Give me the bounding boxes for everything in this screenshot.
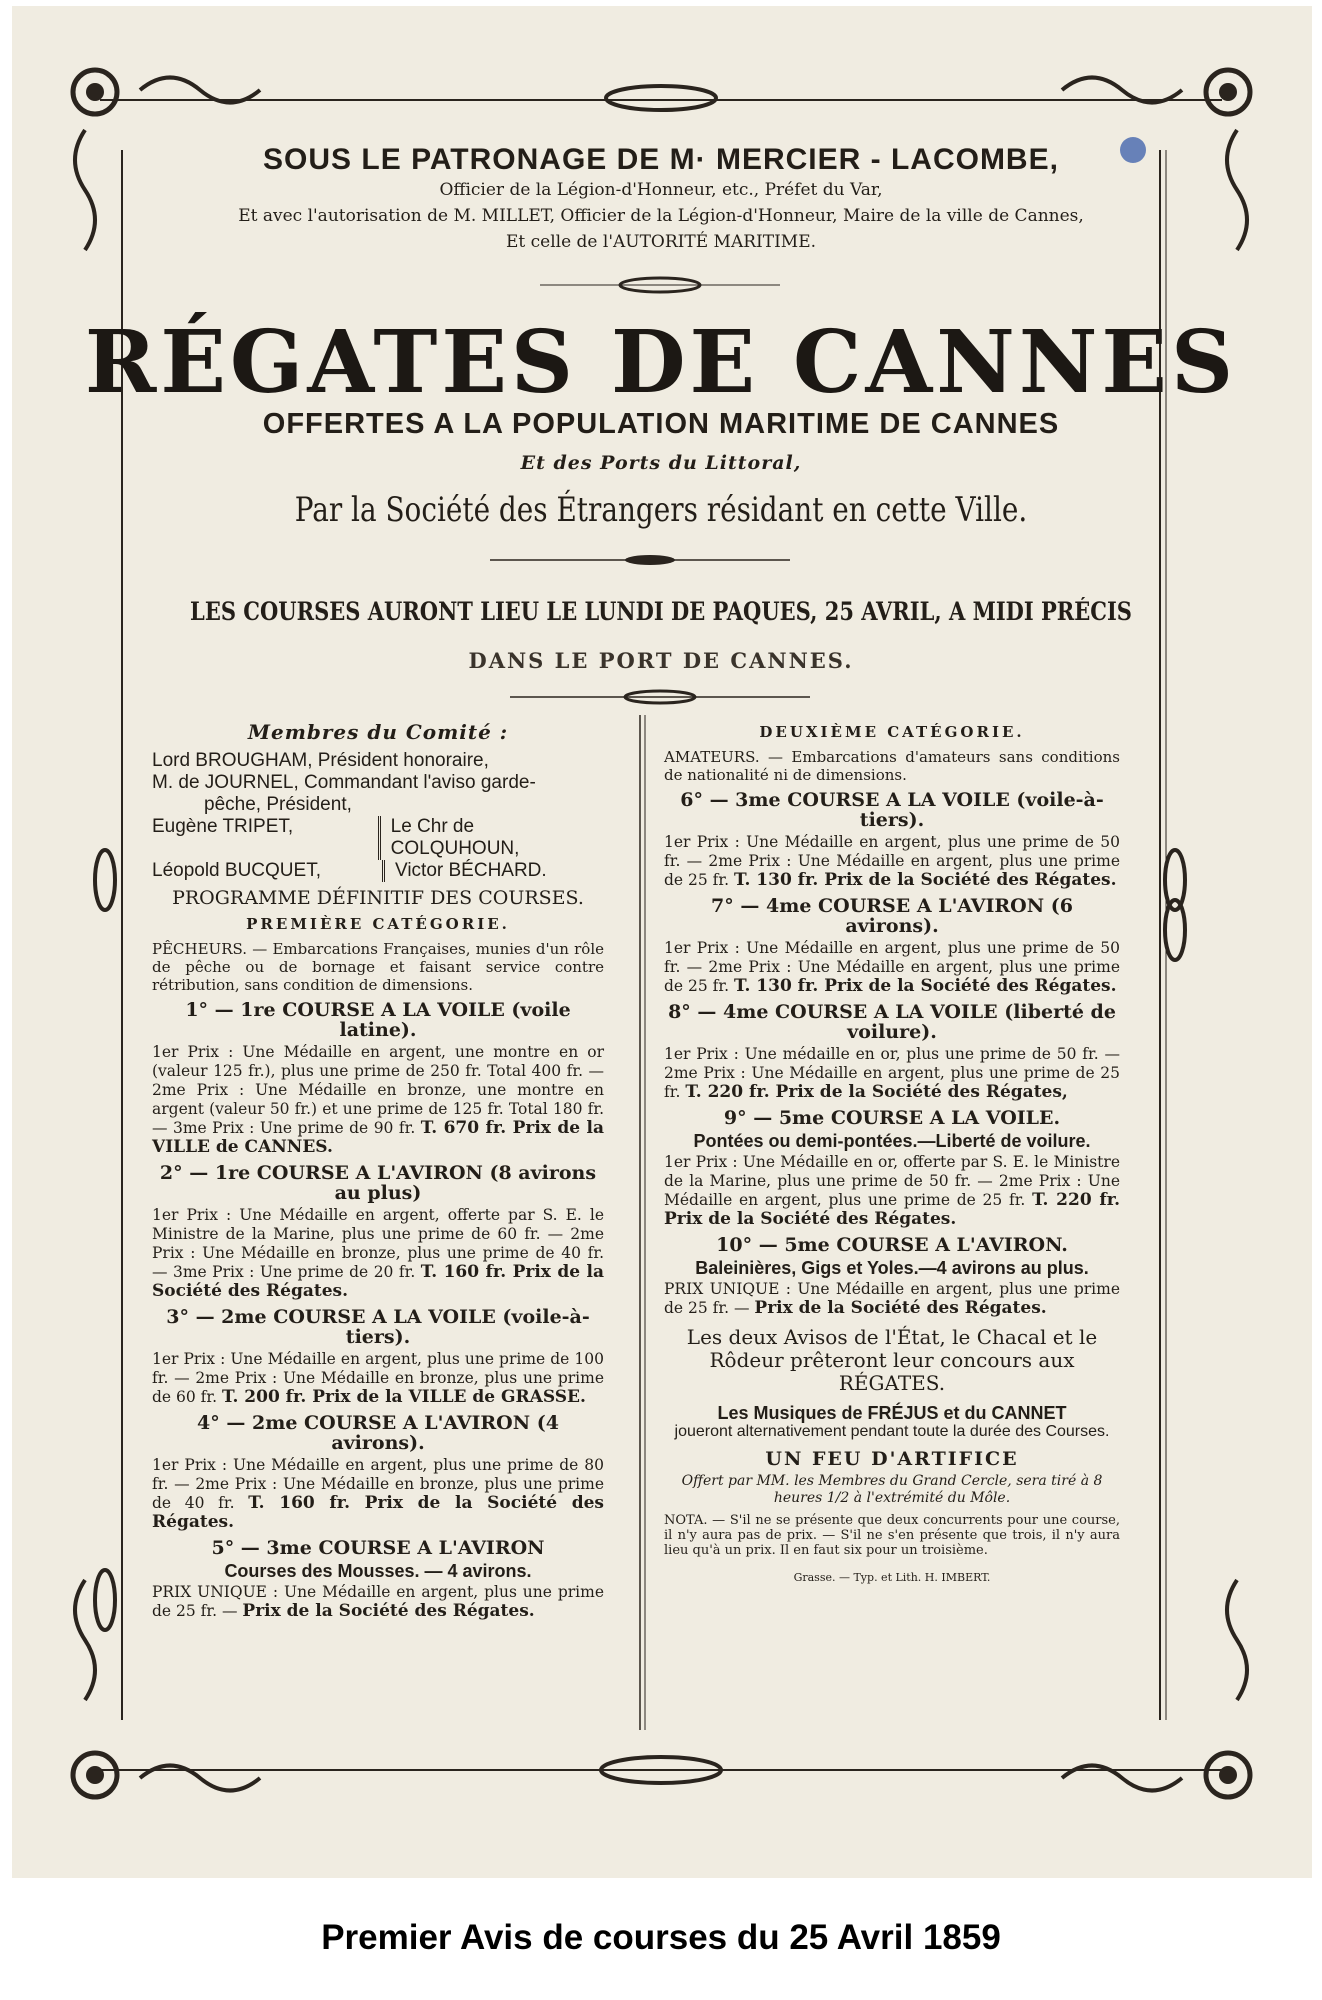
course-prizes xyxy=(664,833,1120,890)
course-subtitle: Pontées ou demi-pontées.—Liberté de voilure. xyxy=(693,1131,1091,1151)
committee-member: Le Chr de COLQUHOUN, xyxy=(378,816,604,860)
prize-text: 1er Prix : Une Médaille en or, offerte par S. E. le Ministre de la Marine, plus une prime de 50 fr. — 2me Prix : Une Médaille en argent, plus une prime de 25 fr. xyxy=(664,1153,1120,1209)
course-title: 6° — 3me COURSE A LA VOILE (voile-à-tiers). xyxy=(680,789,1104,831)
course-prizes xyxy=(664,1045,1120,1102)
committee-member: pêche, Président, xyxy=(204,794,352,815)
page-title: RÉGATES DE CANNES xyxy=(84,312,1238,413)
course-title: 10° — 5me COURSE A L'AVIRON. xyxy=(716,1234,1068,1256)
prize-text: 1er Prix : Une Médaille en argent, offerte par S. E. le Ministre de la Marine, plus une prime de 60 fr. — 2me Prix : Une Médaille en bronze, plus une prime de 40 fr. — 3me Prix : Une prime de 20 fr. xyxy=(152,1206,604,1281)
committee-member: Eugène TRIPET, xyxy=(152,816,294,837)
course-title: 5° — 3me COURSE A L'AVIRON xyxy=(211,1537,545,1559)
prize-total: T. 220 fr. Prix de la Société des Régates, xyxy=(685,1082,1068,1102)
image-caption: Premier Avis de courses du 25 Avril 1859 xyxy=(321,1918,1001,1957)
prize-text: 1er Prix : Une Médaille en argent, plus une prime de 50 fr. — 2me Prix : Une Médaille en argent, plus une prime de 25 fr. xyxy=(664,939,1120,995)
course-prizes xyxy=(664,939,1120,996)
fireworks-detail: Offert par MM. les Membres du Grand Cercle, sera tiré à 8 heures 1/2 à l'extrémité du Môle. xyxy=(681,1473,1103,1506)
prize-total: T. 160 fr. Prix de la Société des Régates. xyxy=(152,1262,604,1301)
patronage-title: SOUS LE PATRONAGE DE M· MERCIER - LACOMBE, xyxy=(263,143,1059,176)
committee-member: Lord BROUGHAM, Président honoraire, xyxy=(152,750,489,771)
society-line: Par la Société des Étrangers résidant en cette Ville. xyxy=(294,490,1028,530)
prize-total: T. 670 fr. Prix de la VILLE de CANNES. xyxy=(152,1118,604,1157)
prize-total: T. 130 fr. Prix de la Société des Régates. xyxy=(733,870,1117,890)
committee-member: Victor BÉCHARD. xyxy=(382,860,547,882)
right-column xyxy=(664,722,1120,1588)
category-heading: DEUXIÈME CATÉGORIE. xyxy=(759,723,1025,741)
course-prizes xyxy=(152,1206,604,1301)
prize-total: T. 160 fr. Prix de la Société des Régates. xyxy=(152,1493,604,1532)
ports-line: Et des Ports du Littoral, xyxy=(520,452,802,474)
course-title: 7° — 4me COURSE A L'AVIRON (6 avirons). xyxy=(711,895,1073,937)
course-prizes xyxy=(152,1583,604,1621)
category-heading: PREMIÈRE CATÉGORIE. xyxy=(246,915,510,933)
course-title: 1° — 1re COURSE A LA VOILE (voile latine). xyxy=(185,999,571,1041)
committee-row xyxy=(152,816,604,860)
course-prizes xyxy=(664,1280,1120,1318)
prize-text: 1er Prix : Une Médaille en argent, plus une prime de 50 fr. — 2me Prix : Une Médaille en argent, plus une prime de 25 fr. xyxy=(664,833,1120,889)
prize-total: Prix de la Société des Régates. xyxy=(754,1298,1047,1318)
patronage-line-1: Officier de la Légion-d'Honneur, etc., Préfet du Var, xyxy=(439,180,883,200)
patronage-line-3: Et celle de l'AUTORITÉ MARITIME. xyxy=(505,232,817,252)
left-column xyxy=(152,722,604,1621)
prize-text: 1er Prix : Une médaille en or, plus une prime de 50 fr. — 2me Prix : Une Médaille en argent, plus une prime de 25 fr. xyxy=(664,1045,1120,1101)
course-prizes xyxy=(664,1153,1120,1229)
prize-text: PRIX UNIQUE : Une Médaille en argent, plus une prime de 25 fr. — xyxy=(152,1583,604,1620)
course-title: 9° — 5me COURSE A LA VOILE. xyxy=(723,1107,1061,1129)
course-prizes xyxy=(152,1043,604,1157)
course-prizes xyxy=(152,1350,604,1407)
fireworks-heading: UN FEU D'ARTIFICE xyxy=(765,1448,1019,1470)
committee-heading: Membres du Comité : xyxy=(247,720,509,744)
category-description: PÊCHEURS. — Embarcations Françaises, munies d'un rôle de pêche ou de bornage et faisant service contre rétribution, sans condition de dimensions. xyxy=(152,940,604,994)
port-line: DANS LE PORT DE CANNES. xyxy=(468,648,854,673)
prize-total: Prix de la Société des Régates. xyxy=(242,1601,535,1621)
nota-text: NOTA. — S'il ne se présente que deux concurrents pour une course, il n'y aura pas de prix. — S'il ne s'en présente que trois, il n'y aura lieu qu'à un prix. Il en faut six pour un troisième. xyxy=(664,1513,1120,1558)
course-title: 2° — 1re COURSE A L'AVIRON (8 avirons au plus) xyxy=(159,1162,597,1204)
course-title: 4° — 2me COURSE A L'AVIRON (4 avirons). xyxy=(197,1412,559,1454)
committee-member: Léopold BUCQUET, xyxy=(152,860,321,881)
courses-date-line: LES COURSES AURONT LIEU LE LUNDI DE PAQUES, 25 AVRIL, A MIDI PRÉCIS xyxy=(190,597,1132,626)
music-heading: Les Musiques de FRÉJUS et du CANNET xyxy=(717,1403,1067,1423)
music-detail: joueront alternativement pendant toute la durée des Courses. xyxy=(674,1423,1110,1440)
patronage-line-2: Et avec l'autorisation de M. MILLET, Officier de la Légion-d'Honneur, Maire de la ville de Cannes, xyxy=(238,206,1084,226)
prize-total: T. 130 fr. Prix de la Société des Régates. xyxy=(733,976,1117,996)
programme-heading: PROGRAMME DÉFINITIF DES COURSES. xyxy=(172,887,584,909)
course-subtitle: Courses des Mousses. — 4 avirons. xyxy=(224,1561,532,1581)
prize-total: T. 200 fr. Prix de la VILLE de GRASSE. xyxy=(221,1387,586,1407)
course-subtitle: Baleinières, Gigs et Yoles.—4 avirons au plus. xyxy=(695,1258,1089,1278)
committee-row xyxy=(152,860,604,882)
prize-text: 1er Prix : Une Médaille en argent, plus une prime de 100 fr. — 2me Prix : Une Médaille en bronze, plus une prime de 60 fr. xyxy=(152,1350,604,1406)
prize-text: 1er Prix : Une Médaille en argent, une montre en or (valeur 125 fr.), plus une prime de 250 fr. Total 400 fr. — 2me Prix : Une Médaille en bronze, une montre en argent (valeur 50 fr.) et une prime de 125 fr. Total 180 fr. — 3me Prix : Une prime de 90 fr. xyxy=(152,1043,604,1137)
course-title: 3° — 2me COURSE A LA VOILE (voile-à-tiers). xyxy=(166,1306,590,1348)
category-description: AMATEURS. — Embarcations d'amateurs sans conditions de nationalité ni de dimensions. xyxy=(664,748,1120,784)
course-prizes xyxy=(152,1456,604,1532)
course-title: 8° — 4me COURSE A LA VOILE (liberté de voilure). xyxy=(668,1001,1116,1043)
printer-credit: Grasse. — Typ. et Lith. H. IMBERT. xyxy=(793,1571,991,1584)
prize-text: PRIX UNIQUE : Une Médaille en argent, plus une prime de 25 fr. — xyxy=(664,1280,1120,1317)
committee-member: M. de JOURNEL, Commandant l'aviso garde- xyxy=(152,772,536,793)
offered-line: OFFERTES A LA POPULATION MARITIME DE CANNES xyxy=(262,408,1060,440)
avisos-notice: Les deux Avisos de l'État, le Chacal et le Rôdeur prêteront leur concours aux RÉGATES. xyxy=(686,1325,1098,1395)
prize-text: 1er Prix : Une Médaille en argent, plus une prime de 80 fr. — 2me Prix : Une Médaille en bronze, plus une prime de 40 fr. xyxy=(152,1456,604,1512)
prize-total: T. 220 fr. Prix de la Société des Régates. xyxy=(664,1190,1121,1229)
